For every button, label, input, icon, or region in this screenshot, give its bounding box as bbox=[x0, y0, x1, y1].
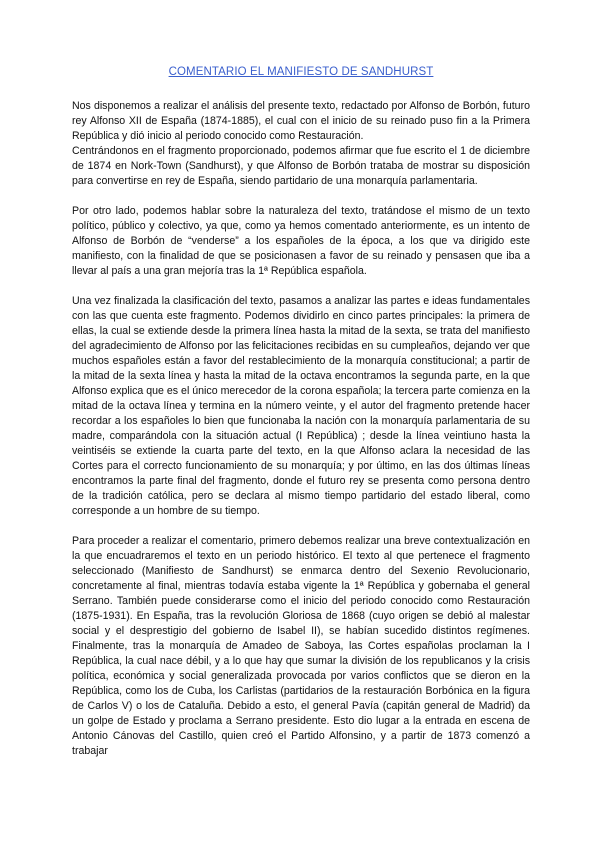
paragraph-context: Para proceder a realizar el comentario, primero debemos realizar una breve contextualización en la que encuadraremos el texto en un periodo histórico. El texto al que pertenece el fragmento seleccionado (Manifiesto de Sandhurst) se enmarca dentro del Sexenio Revolucionario, concretamente al final, mientras todavía estaba vigente la 1ª República y gobernaba el general Serrano. También puede considerarse como el inicio del periodo conocido como Restauración (1875-1931). En España, tras la revolución Gloriosa de 1868 (cuyo origen se debió al malestar social y el desprestigio del gobierno de Isabel II), se habían sucedido distintos regímenes. Finalmente, tras la monarquía de Amadeo de Saboya, las Cortes españolas proclaman la I República, la cual nace débil, y a lo que hay que sumar la división de los republicanos y la crisis política, económica y social generalizada provocada por varios conflictos que se dieron en la República, como los de Cuba, los Carlistas (partidarios de la restauración Borbónica en la figura de Carlos V) o los de Cataluña. Debido a esto, el general Pavía (capitán general de Madrid) da un golpe de Estado y proclama a Serrano presidente. Esto dio lugar a la entrada en escena de Antonio Cánovas del Castillo, quien creó el Partido Alfonsino, y a partir de 1873 comenzó a trabajar bbox=[72, 535, 530, 757]
paragraph-date-place: Centrándonos en el fragmento proporcionado, podemos afirmar que fue escrito el 1 de diciembre de 1874 en Nork-Town (Sandhurst), y que Alfonso de Borbón trataba de mostrar su disposición para convertirse en rey de España, siendo partidario de una monarquía parlamentaria. bbox=[72, 145, 530, 187]
paragraph-intro: Nos disponemos a realizar el análisis del presente texto, redactado por Alfonso de Borbón, futuro rey Alfonso XII de España (1874-1885), el cual con el inicio de su reinado puso fin a la Primera República y dió inicio al periodo conocido como Restauración. bbox=[72, 100, 530, 142]
document-title: COMENTARIO EL MANIFIESTO DE SANDHURST bbox=[168, 66, 434, 78]
paragraph-parts: Una vez finalizada la clasificación del texto, pasamos a analizar las partes e ideas fundamentales con las que cuenta este fragmento. Podemos dividirlo en cinco partes principales: la primera de ellas, la cual se extiende desde la primera línea hasta la mitad de la sexta, se trata del manifiesto del agradecimiento de Alfonso por las felicitaciones recibidas en su cumpleaños, dejando ver que muchos españoles están a favor del restablecimiento de la monarquía constitucional; a partir de la mitad de la sexta línea y hasta la mitad de la octava encontramos la segunda parte, en la que Alfonso explica que es el único merecedor de la corona española; la tercera parte comienza en la mitad de la octava línea y termina en la número veinte, y el autor del fragmento pretende hacer recordar a los españoles lo bien que funcionaba la nación con la monarquía parlamentaria de su madre, comparándola con la situación actual (I República) ; desde la línea veintiuno hasta la veintiséis se extiende la cuarta parte del texto, en la que Alfonso aclara la necesidad de las Cortes para el correcto funcionamiento de su monarquía; y por último, en las dos últimas líneas encontramos la parte final del fragmento, donde el futuro rey se presenta como persona dentro de la tradición católica, pero se declara al mismo tiempo partidario del estado liberal, como corresponde a un hombre de su tiempo. bbox=[72, 295, 530, 517]
document-page bbox=[72, 66, 530, 759]
paragraph-nature: Por otro lado, podemos hablar sobre la naturaleza del texto, tratándose el mismo de un texto político, público y colectivo, ya que, como ya hemos comentado anteriormente, es un intento de Alfonso de Borbón de “venderse” a los españoles de la época, a los que va dirigido este manifiesto, con la finalidad de que se posicionasen a favor de su reinado y pensasen que iba a llevar al país a una gran mejoría tras la 1ª República española. bbox=[72, 205, 530, 277]
